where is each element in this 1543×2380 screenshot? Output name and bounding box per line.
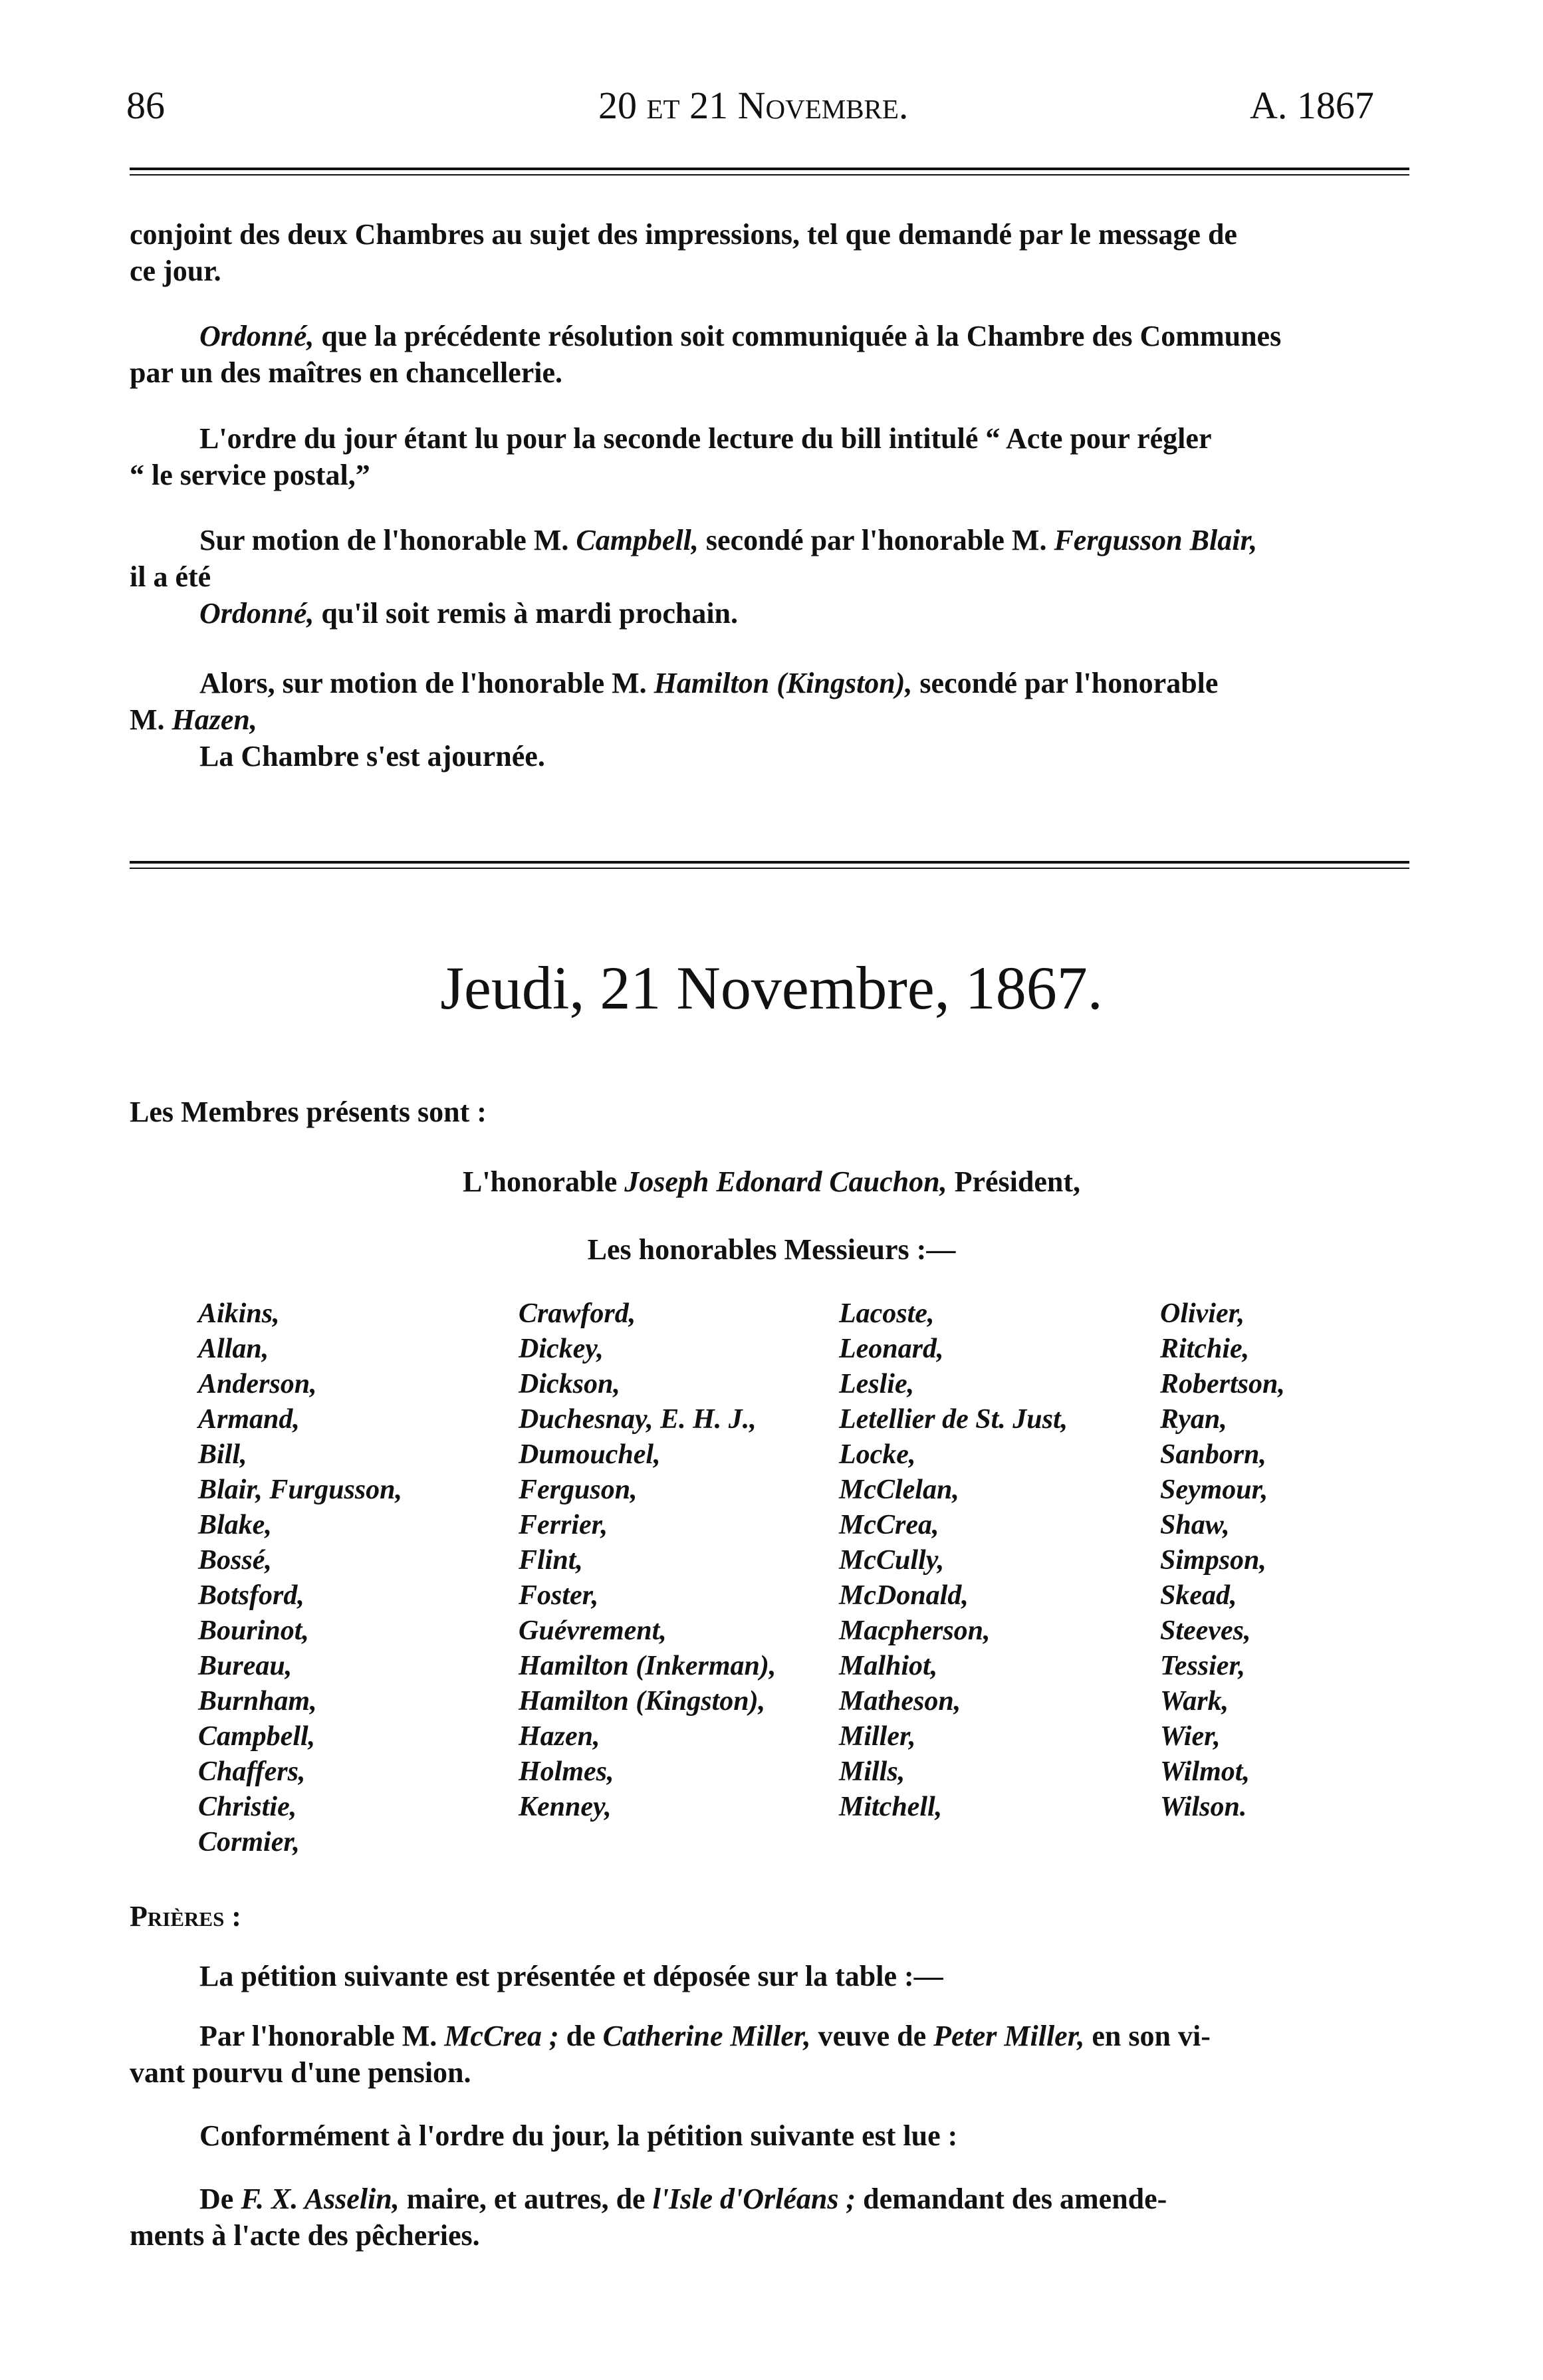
member-name: Bourinot, [198,1615,309,1646]
member-name: Campbell, [576,524,699,556]
member-name: Blake, [198,1510,272,1540]
paragraph-motion-campbell [130,522,1409,632]
text-line: La Chambre s'est ajournée. [199,740,545,773]
member-name: Seymour, [1160,1475,1268,1505]
petitioner-name: F. X. Asselin, [241,2183,400,2215]
text-line: “ le service postal,” [130,459,370,491]
section-rule [130,861,1409,864]
member-name: Matheson, [839,1686,961,1717]
section-rule-thin [130,868,1409,869]
person-name: Peter Miller, [933,2020,1085,2052]
member-name: Foster, [519,1580,599,1611]
member-name: Christie, [198,1792,297,1822]
paragraph-conformement [130,2117,1409,2154]
text-span: demandant des amende- [856,2183,1167,2215]
member-name: McDonald, [839,1580,969,1611]
member-name: Lacoste, [839,1298,935,1329]
member-name: Leonard, [839,1334,944,1364]
member-name: Miller, [839,1721,916,1752]
text-line: conjoint des deux Chambres au sujet des impressions, tel que demandé par le message de [130,218,1237,251]
paragraph-petition-asselin [130,2181,1409,2254]
member-name: Simpson, [1160,1545,1266,1576]
text-line [130,522,1409,558]
text-span: de [558,2020,603,2052]
member-list-col1 [198,1296,402,1860]
text-line: La pétition suivante est présentée et déposée sur la table :— [199,1960,943,1992]
member-name: Hazen, [172,703,257,736]
member-name: Ferguson, [519,1475,638,1505]
member-name: Dickey, [519,1334,604,1364]
member-list-col4 [1160,1296,1285,1825]
text-span: Sur motion de l'honorable M. [199,524,576,556]
running-head-year: A. 1867 [1250,84,1374,127]
text-span: De [199,2183,241,2215]
honorables-heading: Les honorables Messieurs :— [587,1233,956,1266]
paragraph-petition-mccrea [130,2018,1409,2091]
ordonne-label: Ordonné, [199,320,314,352]
member-name: Skead, [1160,1580,1237,1611]
text-span: maire, et autres, de [399,2183,653,2215]
member-name: Ferrier, [519,1510,608,1540]
text-line: L'ordre du jour étant lu pour la seconde lecture du bill intitulé “ Acte pour régler [199,422,1212,455]
member-name: Cormier, [198,1827,300,1857]
running-head-date: 20 et 21 Novembre. [598,84,909,127]
text-line [130,665,1409,701]
member-name: Blair, Furgusson, [198,1475,403,1505]
member-name: Malhiot, [839,1651,938,1681]
member-name: Dumouchel, [519,1439,661,1470]
member-name: Holmes, [519,1756,614,1787]
member-name: Flint, [519,1545,583,1576]
member-name: Chaffers, [198,1756,306,1787]
member-name: Kenney, [519,1792,612,1822]
prayers-heading: Prières : [130,1900,241,1933]
text-line [130,701,1409,738]
member-name: Duchesnay, E. H. J., [519,1404,757,1435]
member-name: Olivier, [1160,1298,1245,1329]
member-name: Hamilton [653,667,770,699]
member-name: McCrea ; [444,2020,559,2052]
member-name: Burnham, [198,1686,317,1717]
member-name: Allan, [198,1334,269,1364]
member-name: McClelan, [839,1475,959,1505]
member-name: Wilmot, [1160,1756,1250,1787]
text-span: Alors, sur motion de l'honorable M. [199,667,654,699]
member-name: Guévrement, [519,1615,667,1646]
text-span: veuve de [810,2020,934,2052]
paragraph-ordonne-communique [130,318,1409,391]
member-name: McCrea, [839,1510,939,1540]
paragraph-ordre-du-jour [130,420,1409,493]
text-span: Président, [947,1165,1081,1198]
text-span: secondé par l'honorable [912,667,1219,699]
member-name: Robertson, [1160,1369,1285,1399]
ordonne-label: Ordonné, [199,597,314,630]
header-rule-thin [130,174,1409,176]
text-span: L'honorable [462,1165,625,1198]
text-line: ments à l'acte des pêcheries. [130,2219,480,2252]
paragraph-petition-presented [130,1958,1409,1994]
speaker-line [0,1163,1543,1200]
member-list-col2 [519,1296,776,1825]
member-name: Ryan, [1160,1404,1227,1435]
member-name: Aikins, [198,1298,280,1329]
header-rule [130,168,1409,170]
member-name: Wier, [1160,1721,1221,1752]
text-span: secondé par l'honorable M. [698,524,1054,556]
petitioner-name: Catherine Miller, [602,2020,811,2052]
speaker-name: Joseph Edonard Cauchon, [624,1165,947,1198]
member-list-col3 [839,1296,1068,1825]
member-name: Sanborn, [1160,1439,1266,1470]
member-name: Campbell, [198,1721,316,1752]
sitting-date-heading: Jeudi, 21 Novembre, 1867. [440,954,1103,1022]
text-span: Par l'honorable M. [199,2020,445,2052]
member-name: Mills, [839,1756,905,1787]
member-name: Steeves, [1160,1615,1251,1646]
text-span: M. [130,703,172,736]
member-name: Tessier, [1160,1651,1245,1681]
text-span: qu'il soit remis à mardi prochain. [314,597,739,630]
text-line [130,318,1409,354]
member-name: Dickson, [519,1369,620,1399]
member-name: Shaw, [1160,1510,1230,1540]
member-name: Leslie, [839,1369,915,1399]
member-name: Macpherson, [839,1615,991,1646]
place-name: l'Isle d'Orléans ; [652,2183,856,2215]
member-name: McCully, [839,1545,945,1576]
text-span: en son vi- [1084,2020,1211,2052]
members-present-label: Les Membres présents sont : [130,1096,487,1128]
member-name: Anderson, [198,1369,317,1399]
text-line: vant pourvu d'une pension. [130,2056,471,2089]
text-line: ce jour. [130,255,221,287]
member-name: Wilson. [1160,1792,1247,1822]
member-name: Letellier de St. Just, [839,1404,1068,1435]
text-line [130,2018,1409,2054]
text-line: Conformément à l'ordre du jour, la pétition suivante est lue : [199,2119,958,2152]
member-name: Wark, [1160,1686,1229,1717]
paragraph-motion-hamilton [130,665,1409,774]
paragraph-conjoint [130,216,1409,289]
member-name: Fergusson Blair, [1054,524,1258,556]
member-name: Hamilton (Inkerman), [519,1651,776,1681]
member-name: Bureau, [198,1651,293,1681]
text-line [130,595,1409,632]
text-line [130,2181,1409,2217]
member-name: Ritchie, [1160,1334,1250,1364]
member-name: Bossé, [198,1545,272,1576]
member-name: Hamilton (Kingston), [519,1686,766,1717]
member-name: Crawford, [519,1298,636,1329]
member-name: Hazen, [519,1721,600,1752]
member-riding: (Kingston), [769,667,913,699]
member-name: Locke, [839,1439,916,1470]
member-name: Bill, [198,1439,247,1470]
member-name: Armand, [198,1404,300,1435]
text-line: par un des maîtres en chancellerie. [130,356,562,389]
text-span: que la précédente résolution soit communiquée à la Chambre des Communes [314,320,1282,352]
page-number: 86 [126,84,165,127]
member-name: Mitchell, [839,1792,943,1822]
text-line: il a été [130,560,211,593]
member-name: Botsford, [198,1580,304,1611]
